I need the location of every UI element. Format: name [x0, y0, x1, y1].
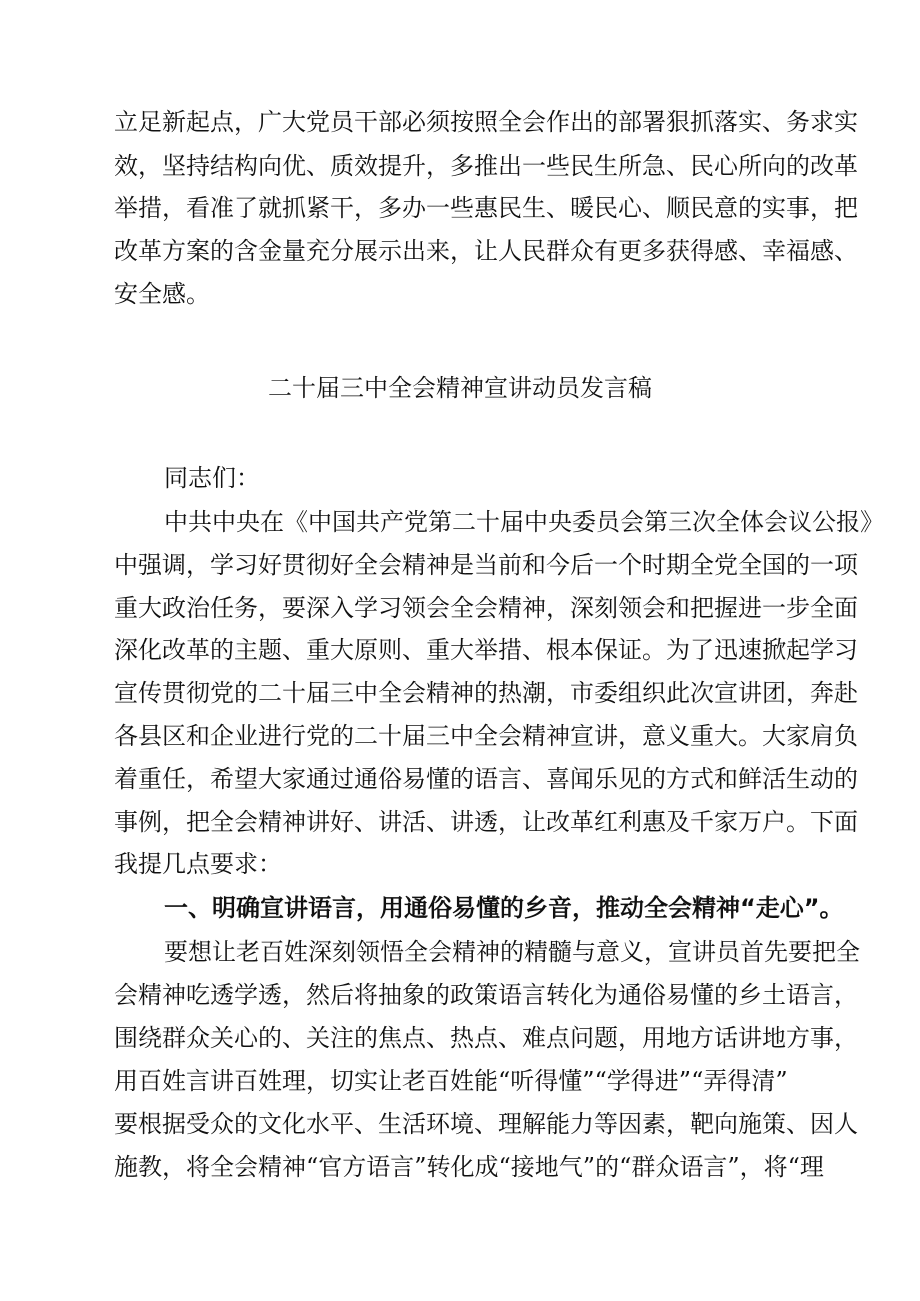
- section-line: 要想让老百姓深刻领悟全会精神的精髓与意义，宣讲员首先要把全: [164, 938, 860, 966]
- body-line: 重大政治任务，要深入学习领会全会精神，深刻领会和把握进一步全面: [114, 594, 858, 622]
- intro-line: 举措，看准了就抓紧干，多办一些惠民生、暖民心、顺民意的实事，把: [114, 194, 858, 222]
- section-line: 会精神吃透学透，然后将抽象的政策语言转化为通俗易懂的乡土语言，: [114, 981, 858, 1009]
- body-line: 着重任，希望大家通过通俗易懂的语言、喜闻乐见的方式和鲜活生动的: [114, 765, 858, 793]
- intro-line: 安全感。: [114, 280, 210, 308]
- document-title: 二十届三中全会精神宣讲动员发言稿: [268, 374, 652, 402]
- intro-line: 效，坚持结构向优、质效提升，多推出一些民生所急、民心所向的改革: [114, 152, 858, 180]
- section-line: 围绕群众关心的、关注的焦点、热点、难点问题，用地方话讲地方事，: [114, 1024, 858, 1052]
- intro-line: 立足新起点，广大党员干部必须按照全会作出的部署狠抓落实、务求实: [114, 108, 858, 136]
- body-line: 中共中央在《中国共产党第二十届中央委员会第三次全体会议公报》: [164, 508, 884, 536]
- section-heading: 一、明确宣讲语言，用通俗易懂的乡音，推动全会精神“走心”。: [164, 894, 844, 922]
- body-line: 事例，把全会精神讲好、讲活、讲透，让改革红利惠及千家万户。下面: [114, 808, 858, 836]
- body-line: 宣传贯彻党的二十届三中全会精神的热潮，市委组织此次宣讲团，奔赴: [114, 679, 858, 707]
- section-line: 施教，将全会精神“官方语言”转化成“接地气”的“群众语言”，将“理: [114, 1153, 824, 1181]
- section-line: 用百姓言讲百姓理，切实让老百姓能“听得懂”“学得进”“弄得清”: [114, 1067, 788, 1095]
- body-line: 我提几点要求：: [114, 850, 282, 878]
- body-line: 各县区和企业进行党的二十届三中全会精神宣讲，意义重大。大家肩负: [114, 722, 858, 750]
- body-line: 深化改革的主题、重大原则、重大举措、根本保证。为了迅速掀起学习: [114, 636, 858, 664]
- body-line: 中强调，学习好贯彻好全会精神是当前和今后一个时期全党全国的一项: [114, 551, 858, 579]
- intro-line: 改革方案的含金量充分展示出来，让人民群众有更多获得感、幸福感、: [114, 237, 858, 265]
- salutation: 同志们：: [164, 464, 260, 492]
- section-line: 要根据受众的文化水平、生活环境、理解能力等因素，靶向施策、因人: [114, 1110, 858, 1138]
